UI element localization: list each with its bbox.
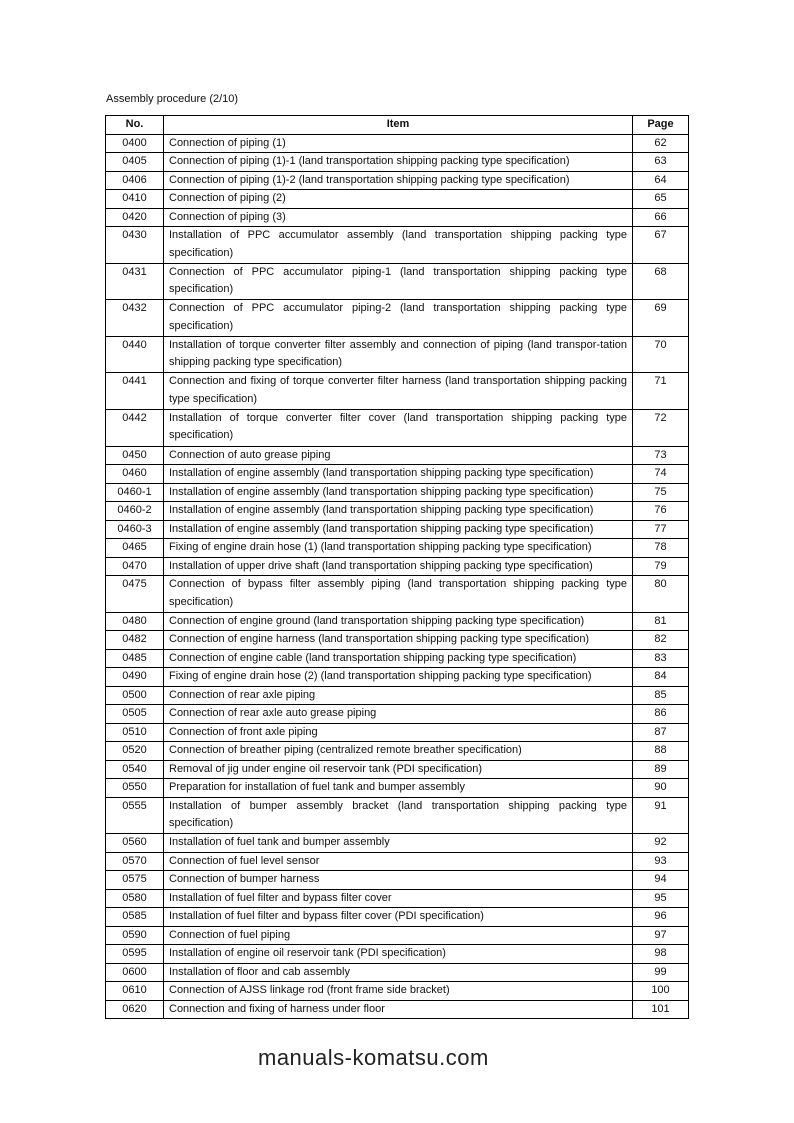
table-row: [106, 446, 689, 465]
row-page: 83: [633, 649, 689, 668]
row-item: Installation of floor and cab assembly: [164, 963, 633, 982]
table-row: [106, 834, 689, 853]
row-page: 101: [633, 1000, 689, 1019]
row-item: Connection of engine harness (land transportation shipping packing type specification): [164, 631, 633, 650]
row-item: Fixing of engine drain hose (2) (land transportation shipping packing type specification): [164, 668, 633, 687]
table-row: [106, 779, 689, 798]
table-row: [106, 409, 689, 446]
row-number: 0540: [106, 760, 164, 779]
header-item: Item: [164, 116, 633, 135]
row-item: Installation of fuel filter and bypass filter cover (PDI specification): [164, 908, 633, 927]
header-no: No.: [106, 116, 164, 135]
row-number: 0460-3: [106, 520, 164, 539]
row-item: Fixing of engine drain hose (1) (land transportation shipping packing type specification): [164, 539, 633, 558]
table-row: [106, 908, 689, 927]
row-page: 68: [633, 263, 689, 300]
row-item: Connection of fuel piping: [164, 926, 633, 945]
table-row: [106, 926, 689, 945]
row-item: Connection of piping (1)-1 (land transportation shipping packing type specification): [164, 153, 633, 172]
row-number: 0520: [106, 742, 164, 761]
row-number: 0610: [106, 982, 164, 1001]
row-item: Connection and fixing of torque converter filter harness (land transportation shipping packing type specification): [164, 373, 633, 410]
row-page: 97: [633, 926, 689, 945]
table-row: [106, 723, 689, 742]
table-row: [106, 686, 689, 705]
table-row: [106, 134, 689, 153]
row-page: 70: [633, 336, 689, 373]
row-page: 73: [633, 446, 689, 465]
table-row: [106, 502, 689, 521]
row-item: Connection of piping (2): [164, 190, 633, 209]
row-item: Connection of piping (1): [164, 134, 633, 153]
row-number: 0442: [106, 409, 164, 446]
table-row: [106, 171, 689, 190]
row-number: 0560: [106, 834, 164, 853]
row-number: 0480: [106, 612, 164, 631]
row-item: Installation of torque converter filter cover (land transportation shipping packing type specification): [164, 409, 633, 446]
row-item: Connection of PPC accumulator piping-1 (land transportation shipping packing type specification): [164, 263, 633, 300]
row-page: 75: [633, 483, 689, 502]
row-number: 0400: [106, 134, 164, 153]
row-number: 0440: [106, 336, 164, 373]
row-item: Installation of fuel filter and bypass filter cover: [164, 889, 633, 908]
row-page: 71: [633, 373, 689, 410]
row-number: 0510: [106, 723, 164, 742]
row-page: 63: [633, 153, 689, 172]
row-number: 0450: [106, 446, 164, 465]
table-row: [106, 760, 689, 779]
row-item: Connection of engine ground (land transportation shipping packing type specification): [164, 612, 633, 631]
row-page: 93: [633, 852, 689, 871]
row-page: 96: [633, 908, 689, 927]
table-row: [106, 300, 689, 337]
table-row: [106, 871, 689, 890]
row-number: 0475: [106, 576, 164, 613]
row-page: 80: [633, 576, 689, 613]
row-item: Installation of bumper assembly bracket (land transportation shipping packing type specification): [164, 797, 633, 834]
header-row: [106, 116, 689, 135]
row-number: 0570: [106, 852, 164, 871]
table-row: [106, 153, 689, 172]
table-row: [106, 797, 689, 834]
row-page: 88: [633, 742, 689, 761]
row-number: 0575: [106, 871, 164, 890]
row-number: 0406: [106, 171, 164, 190]
row-number: 0500: [106, 686, 164, 705]
assembly-procedure-table: [105, 115, 689, 1019]
row-item: Connection of AJSS linkage rod (front frame side bracket): [164, 982, 633, 1001]
table-row: [106, 852, 689, 871]
row-number: 0590: [106, 926, 164, 945]
table-row: [106, 539, 689, 558]
table-row: [106, 576, 689, 613]
table-row: [106, 373, 689, 410]
watermark: manuals-komatsu.com: [258, 1045, 489, 1070]
row-number: 0482: [106, 631, 164, 650]
row-item: Installation of engine assembly (land transportation shipping packing type specification): [164, 483, 633, 502]
table-row: [106, 208, 689, 227]
table-row: [106, 465, 689, 484]
row-item: Connection of piping (3): [164, 208, 633, 227]
row-page: 81: [633, 612, 689, 631]
row-page: 82: [633, 631, 689, 650]
row-page: 67: [633, 227, 689, 264]
row-item: Connection and fixing of harness under floor: [164, 1000, 633, 1019]
row-item: Installation of upper drive shaft (land transportation shipping packing type specification): [164, 557, 633, 576]
row-page: 91: [633, 797, 689, 834]
table-row: [106, 520, 689, 539]
row-page: 92: [633, 834, 689, 853]
table-row: [106, 742, 689, 761]
row-page: 85: [633, 686, 689, 705]
row-item: Connection of bypass filter assembly piping (land transportation shipping packing type specification): [164, 576, 633, 613]
row-page: 98: [633, 945, 689, 964]
table-row: [106, 631, 689, 650]
row-page: 64: [633, 171, 689, 190]
row-number: 0485: [106, 649, 164, 668]
row-number: 0580: [106, 889, 164, 908]
table-row: [106, 557, 689, 576]
row-item: Preparation for installation of fuel tank and bumper assembly: [164, 779, 633, 798]
header-page: Page: [633, 116, 689, 135]
row-number: 0460-1: [106, 483, 164, 502]
table-row: [106, 945, 689, 964]
row-number: 0430: [106, 227, 164, 264]
row-page: 99: [633, 963, 689, 982]
row-page: 66: [633, 208, 689, 227]
row-number: 0505: [106, 705, 164, 724]
row-number: 0550: [106, 779, 164, 798]
row-item: Removal of jig under engine oil reservoir tank (PDI specification): [164, 760, 633, 779]
row-number: 0441: [106, 373, 164, 410]
table-row: [106, 190, 689, 209]
row-item: Connection of piping (1)-2 (land transportation shipping packing type specification): [164, 171, 633, 190]
table-row: [106, 336, 689, 373]
row-page: 78: [633, 539, 689, 558]
table-row: [106, 263, 689, 300]
row-item: Connection of engine cable (land transportation shipping packing type specification): [164, 649, 633, 668]
row-number: 0470: [106, 557, 164, 576]
row-item: Connection of front axle piping: [164, 723, 633, 742]
row-page: 62: [633, 134, 689, 153]
row-page: 95: [633, 889, 689, 908]
table-row: [106, 982, 689, 1001]
table-row: [106, 227, 689, 264]
row-number: 0460: [106, 465, 164, 484]
row-number: 0620: [106, 1000, 164, 1019]
row-page: 76: [633, 502, 689, 521]
row-item: Installation of engine assembly (land transportation shipping packing type specification): [164, 502, 633, 521]
row-item: Connection of breather piping (centralized remote breather specification): [164, 742, 633, 761]
row-number: 0465: [106, 539, 164, 558]
row-page: 100: [633, 982, 689, 1001]
row-item: Connection of bumper harness: [164, 871, 633, 890]
row-page: 72: [633, 409, 689, 446]
table-row: [106, 889, 689, 908]
table-caption: Assembly procedure (2/10): [106, 93, 239, 105]
row-page: 86: [633, 705, 689, 724]
table-row: [106, 649, 689, 668]
table-row: [106, 668, 689, 687]
row-number: 0405: [106, 153, 164, 172]
row-page: 77: [633, 520, 689, 539]
table-row: [106, 483, 689, 502]
row-number: 0460-2: [106, 502, 164, 521]
row-item: Installation of engine assembly (land transportation shipping packing type specification): [164, 465, 633, 484]
row-item: Connection of fuel level sensor: [164, 852, 633, 871]
row-number: 0595: [106, 945, 164, 964]
row-item: Installation of fuel tank and bumper assembly: [164, 834, 633, 853]
row-item: Installation of engine assembly (land transportation shipping packing type specification): [164, 520, 633, 539]
table-row: [106, 612, 689, 631]
row-number: 0420: [106, 208, 164, 227]
row-item: Connection of rear axle piping: [164, 686, 633, 705]
row-number: 0432: [106, 300, 164, 337]
row-page: 84: [633, 668, 689, 687]
row-page: 69: [633, 300, 689, 337]
row-number: 0585: [106, 908, 164, 927]
row-item: Installation of PPC accumulator assembly (land transportation shipping packing type specification): [164, 227, 633, 264]
row-page: 65: [633, 190, 689, 209]
row-page: 87: [633, 723, 689, 742]
row-number: 0600: [106, 963, 164, 982]
row-number: 0410: [106, 190, 164, 209]
row-page: 79: [633, 557, 689, 576]
row-page: 89: [633, 760, 689, 779]
table-row: [106, 705, 689, 724]
row-number: 0431: [106, 263, 164, 300]
row-item: Installation of engine oil reservoir tank (PDI specification): [164, 945, 633, 964]
table-row: [106, 963, 689, 982]
row-page: 74: [633, 465, 689, 484]
row-number: 0555: [106, 797, 164, 834]
table-row: [106, 1000, 689, 1019]
row-item: Connection of auto grease piping: [164, 446, 633, 465]
row-item: Installation of torque converter filter assembly and connection of piping (land transpor-tation shipping packing type specification): [164, 336, 633, 373]
row-item: Connection of rear axle auto grease piping: [164, 705, 633, 724]
row-item: Connection of PPC accumulator piping-2 (land transportation shipping packing type specification): [164, 300, 633, 337]
row-page: 94: [633, 871, 689, 890]
row-page: 90: [633, 779, 689, 798]
row-number: 0490: [106, 668, 164, 687]
